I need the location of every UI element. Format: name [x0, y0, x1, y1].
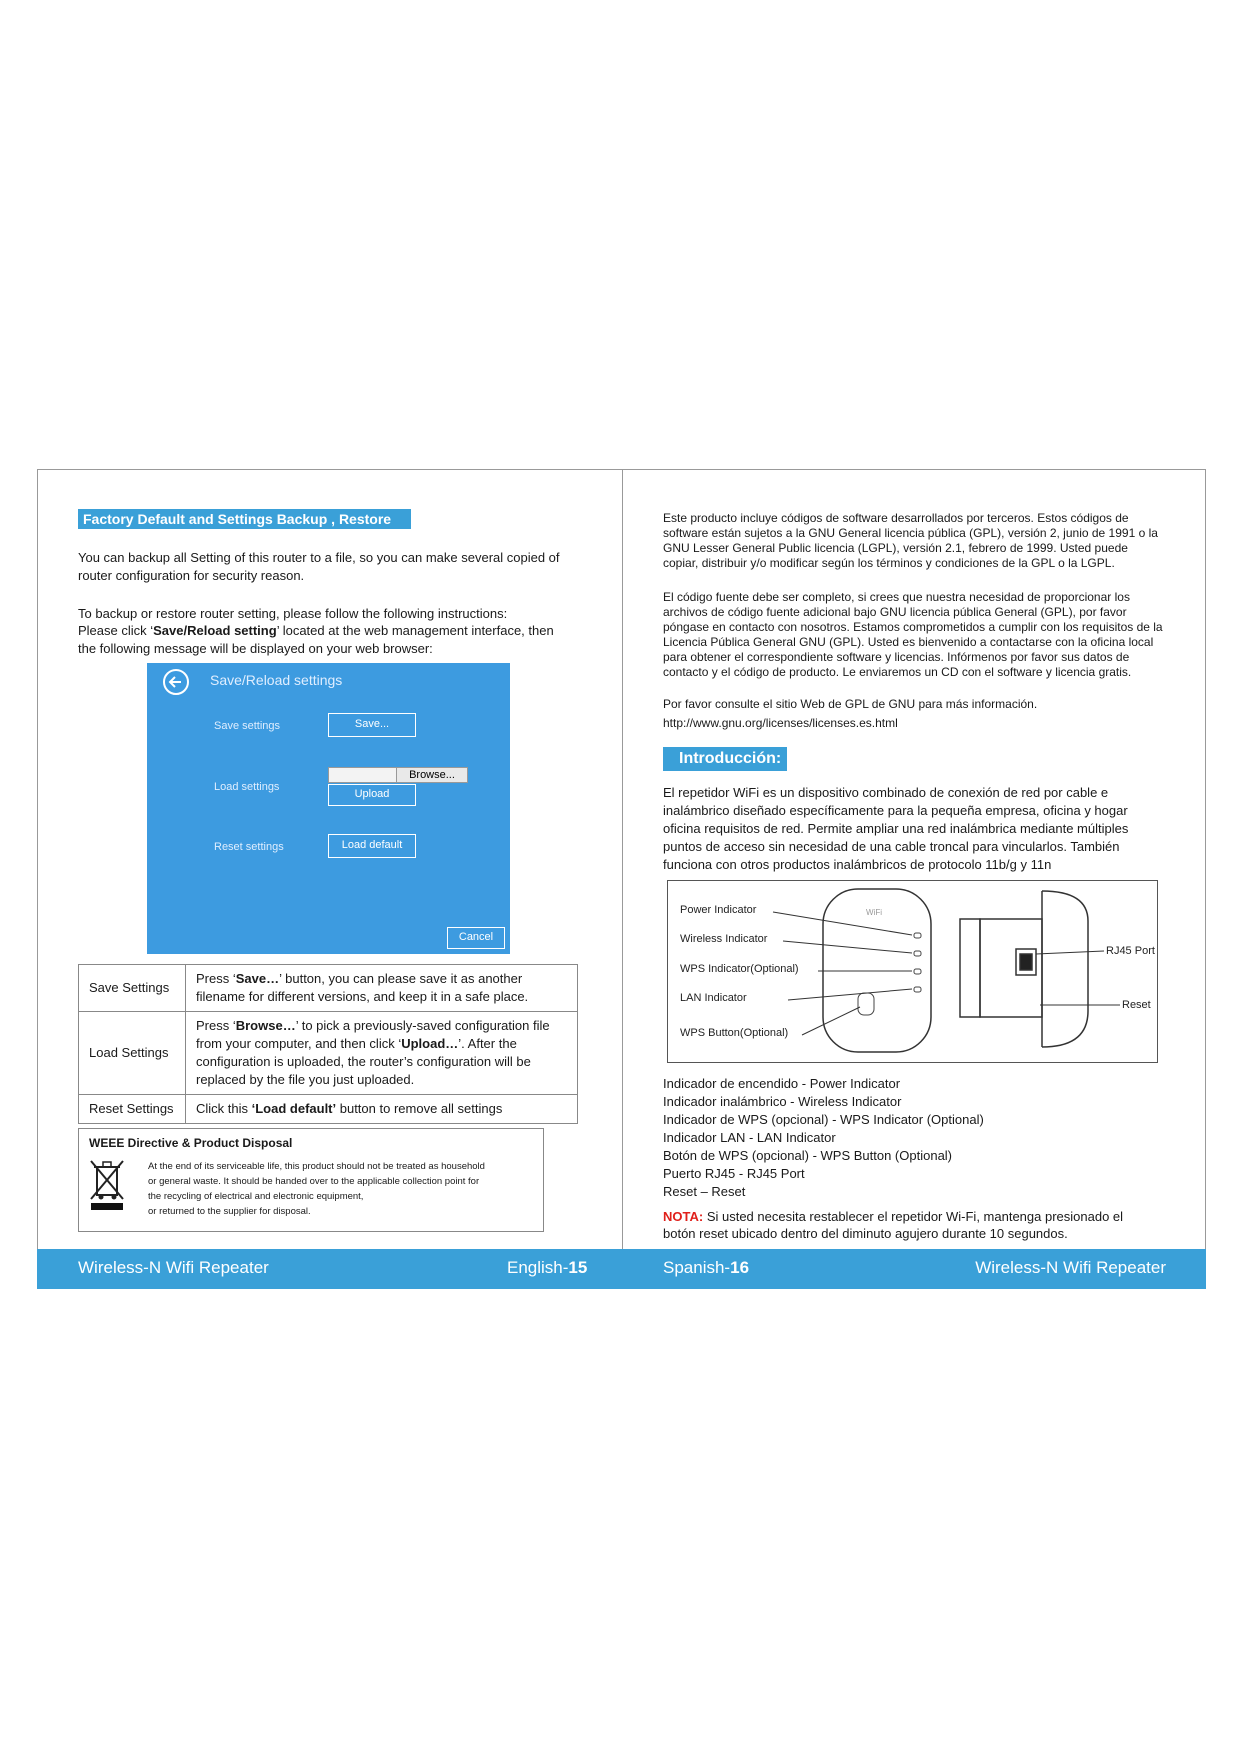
instructions-line2: Please click ‘Save/Reload setting’ located at the web management interface, then	[78, 623, 554, 638]
instructions-line1: To backup or restore router setting, please follow the following instructions:	[78, 606, 508, 621]
nota-label: NOTA:	[663, 1209, 704, 1224]
footer-right-title: Wireless-N Wifi Repeater	[975, 1258, 1166, 1277]
weee-title: WEEE Directive & Product Disposal	[89, 1136, 293, 1150]
legend-list	[663, 1075, 1163, 1201]
left-intro: You can backup all Setting of this router to a file, so you can make several copied of router configuration for security reason.	[78, 550, 560, 583]
table-value: Press ‘Browse…’ to pick a previously-saved configuration file from your computer, and then click ‘Upload…’. After the configuration is uploaded, the router’s configuration will be replaced by the file you just uploaded.	[186, 1012, 578, 1095]
repeater-diagram	[667, 880, 1158, 1063]
weee-notice	[78, 1128, 544, 1232]
cancel-button[interactable]: Cancel	[447, 927, 505, 949]
legend-item: Indicador de WPS (opcional) - WPS Indicator (Optional)	[663, 1112, 984, 1127]
table-value: Press ‘Save…’ button, you can please save it as another filename for different versions, and keep it in a safe place.	[186, 965, 578, 1012]
load-settings-label: Load settings	[214, 781, 280, 793]
table-row	[79, 1095, 578, 1124]
label-wps-button: WPS Button(Optional)	[680, 1027, 789, 1039]
file-path-input[interactable]	[328, 767, 398, 783]
table-value: Click this ‘Load default’ button to remove all settings	[186, 1095, 578, 1124]
legend-item: Reset – Reset	[663, 1184, 746, 1199]
label-wps-indicator: WPS Indicator(Optional)	[680, 963, 799, 975]
label-reset: Reset	[1122, 999, 1151, 1011]
load-default-button[interactable]: Load default	[328, 834, 416, 858]
gpl-paragraph-1: Este producto incluye códigos de software desarrollados por terceros. Estos códigos de software están sujetos a la GNU General licencia pública (GPL), versión 2, junio de 1991 o la GNU Lesser General Public licencia (LGPL), versión 2.1, febrero de 1999. Usted puede copiar, distribuir y/o modificar según los términos y condiciones de la GPL o la LGPL.	[663, 511, 1158, 570]
panel-title: Save/Reload settings	[210, 672, 343, 688]
label-wireless-indicator: Wireless Indicator	[680, 933, 768, 945]
save-reload-panel	[147, 663, 510, 954]
legend-item: Indicador LAN - LAN Indicator	[663, 1130, 836, 1145]
save-button[interactable]: Save...	[328, 713, 416, 737]
weee-text: At the end of its serviceable life, this product should not be treated as household or general waste. It should be handed over to the applicable collection point for the recycling of electrical and electronic equipment, or returned to the supplier for disposal.	[148, 1161, 485, 1217]
label-rj45-port: RJ45 Port	[1106, 945, 1155, 957]
settings-table	[78, 964, 578, 1124]
footer-bar	[37, 1249, 1206, 1289]
wifi-logo: WiFi	[866, 908, 882, 917]
nota-paragraph: NOTA: Si usted necesita restablecer el repetidor Wi-Fi, mantenga presionado el botón reset ubicado dentro del diminuto agujero durante 10 segundos.	[663, 1209, 1124, 1241]
instructions-line3: the following message will be displayed on your web browser:	[78, 641, 433, 656]
crossed-bin-icon	[89, 1159, 125, 1211]
legend-item: Indicador inalámbrico - Wireless Indicator	[663, 1094, 902, 1109]
table-key: Reset Settings	[79, 1095, 186, 1124]
right-intro: El repetidor WiFi es un dispositivo combinado de conexión de red por cable e inalámbrico diseñado específicamente para la pequeña empresa, oficina y hogar oficina requisitos de red. Permite ampliar una red inalámbrica mediante múltiples puntos de acceso sin necesidad de una cable troncal para vincularlos. También funciona con otros productos inalámbricos de protocolo 11b/g y 11n	[663, 785, 1129, 872]
browse-button[interactable]: Browse...	[396, 767, 468, 783]
table-key: Load Settings	[79, 1012, 186, 1095]
legend-item: Botón de WPS (opcional) - WPS Button (Optional)	[663, 1148, 953, 1163]
table-row	[79, 1012, 578, 1095]
reset-settings-label: Reset settings	[214, 841, 284, 853]
right-heading: Introducción:	[663, 747, 787, 771]
page-divider	[622, 469, 623, 1249]
gpl-url[interactable]: http://www.gnu.org/licenses/licenses.es.html	[663, 716, 898, 730]
label-power-indicator: Power Indicator	[680, 904, 757, 916]
footer-left-page: English-15	[507, 1258, 588, 1277]
label-lan-indicator: LAN Indicator	[680, 992, 747, 1004]
back-arrow-icon[interactable]	[162, 668, 190, 696]
table-row	[79, 965, 578, 1012]
footer-right-page: Spanish-16	[663, 1258, 750, 1277]
save-settings-label: Save settings	[214, 720, 281, 732]
footer-left-title: Wireless-N Wifi Repeater	[78, 1258, 269, 1277]
table-key: Save Settings	[79, 965, 186, 1012]
upload-button[interactable]: Upload	[328, 784, 416, 806]
left-heading: Factory Default and Settings Backup , Restore	[78, 509, 411, 529]
gpl-paragraph-3: Por favor consulte el sitio Web de GPL de GNU para más información.	[663, 697, 1038, 711]
legend-item: Puerto RJ45 - RJ45 Port	[663, 1166, 805, 1181]
gpl-paragraph-2: El código fuente debe ser completo, si crees que nuestra necesidad de proporcionar los archivos de código fuente adicional bajo GNU licencia pública General (GPL), por favor póngase en contacto con nosotros. Estamos comprometidos a cumplir con los requisitos de la Licencia Pública General GNU (GPL). Usted es bienvenido a contactarse con la oficina local para obtener el correspondiente software y licencias. Infórmenos por favor sus datos de contacto y el código de producto. Le enviaremos un CD con el software y licencia gratis.	[663, 590, 1163, 679]
legend-item: Indicador de encendido - Power Indicator	[663, 1076, 901, 1091]
